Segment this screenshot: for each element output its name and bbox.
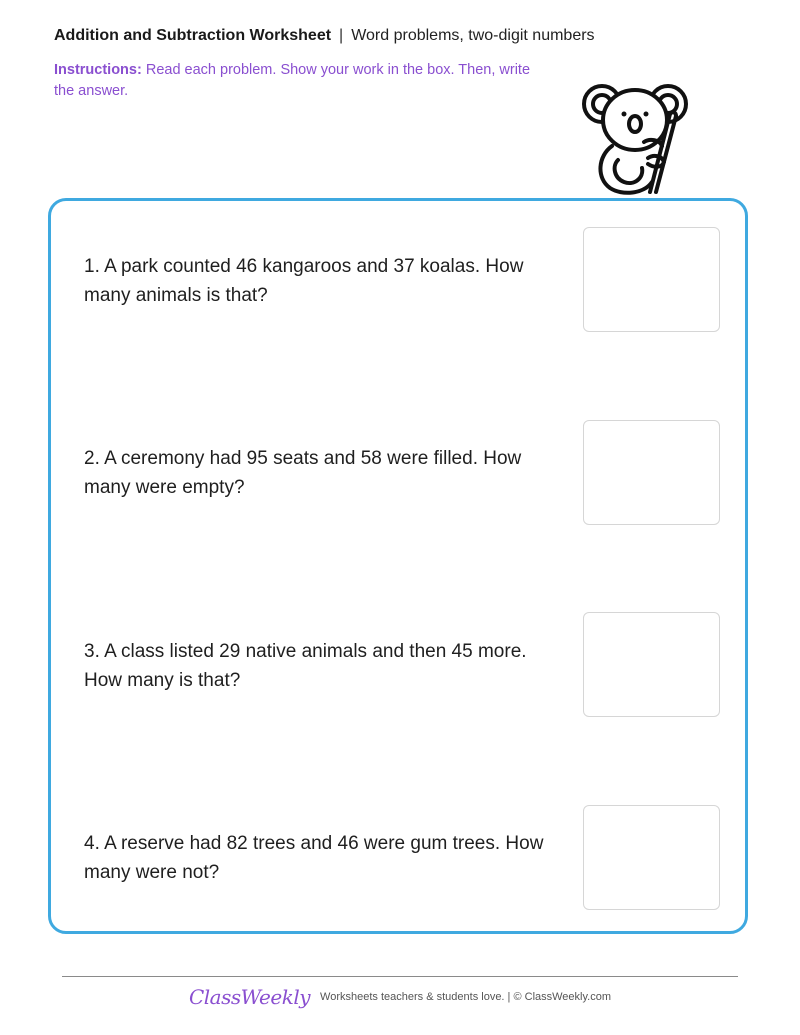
problems-panel [48, 198, 748, 934]
worksheet-subtitle: Word problems, two-digit numbers [351, 27, 595, 44]
worksheet-header [54, 27, 595, 45]
answer-box-4[interactable] [583, 805, 720, 910]
footer-divider [62, 976, 738, 977]
header-separator: | [339, 27, 344, 44]
problem-2: 2. A ceremony had 95 seats and 58 were filled. How many were empty? [84, 448, 522, 498]
instructions-label: Instructions: [54, 62, 142, 78]
problem-3: 3. A class listed 29 native animals and then 45 more. How many is that? [84, 641, 527, 691]
worksheet-title: Addition and Subtraction Worksheet [54, 27, 332, 44]
problem-4: 4. A reserve had 82 trees and 46 were gum trees. How many were not? [84, 833, 544, 883]
instructions [54, 60, 534, 102]
footer-tagline: Worksheets teachers & students love. | © ClassWeekly.com [320, 991, 612, 1003]
answer-box-2[interactable] [583, 420, 720, 525]
answer-box-3[interactable] [583, 612, 720, 717]
brand-logo: ClassWeekly [188, 985, 311, 1009]
koala-icon [578, 78, 694, 196]
footer [0, 985, 800, 1009]
problem-1: 1. A park counted 46 kangaroos and 37 koalas. How many animals is that? [84, 256, 524, 306]
instructions-text: Read each problem. Show your work in the box. Then, write the answer. [54, 62, 531, 99]
answer-box-1[interactable] [583, 227, 720, 332]
